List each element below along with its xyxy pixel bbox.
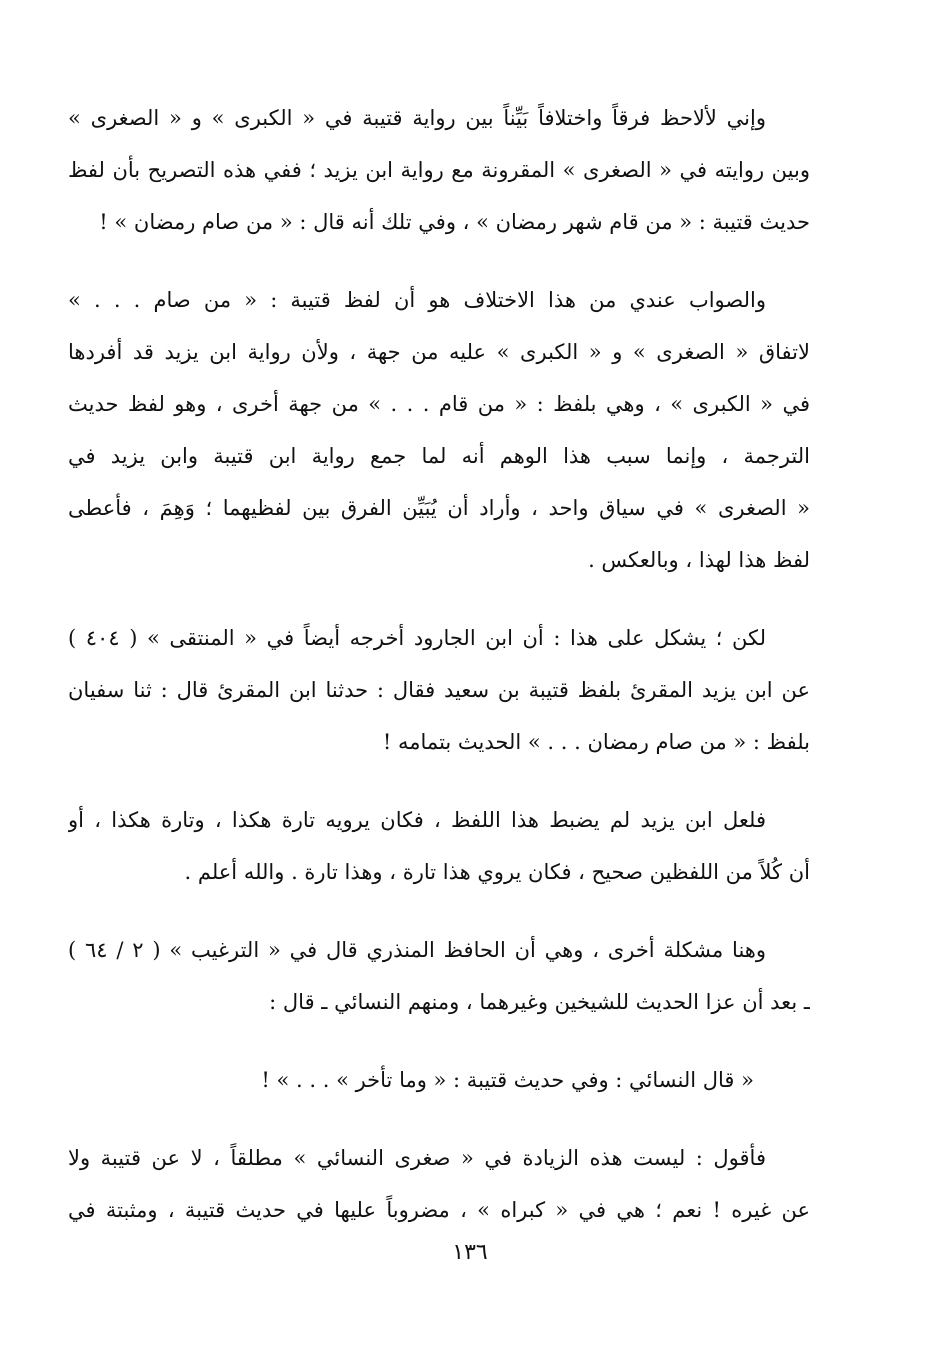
text-line: حديث قتيبة : « من قام شهر رمضان » ، وفي تلك أنه قال : « من صام رمضان » ! xyxy=(99,210,810,234)
paragraph xyxy=(68,924,810,1028)
text-line: لفظ هذا لهذا ، وبالعكس . xyxy=(588,548,810,572)
document-body xyxy=(68,92,810,1262)
text-line: فلعل ابن يزيد لم يضبط هذا اللفظ ، فكان يرويه تارة هكذا ، وتارة هكذا ، أو xyxy=(68,808,766,832)
text-line: بلفظ : « من صام رمضان . . . » الحديث بتمامه ! xyxy=(382,730,810,754)
text-line: ـ بعد أن عزا الحديث للشيخين وغيرهما ، ومنهم النسائي ـ قال : xyxy=(269,990,810,1014)
text-line: وهنا مشكلة أخرى ، وهي أن الحافظ المنذري قال في « الترغيب » ( ٢ / ٦٤ ) xyxy=(68,938,767,962)
text-line: في « الكبرى » ، وهي بلفظ : « من قام . . . » من جهة أخرى ، وهو لفظ حديث xyxy=(68,392,810,416)
text-line: عن ابن يزيد المقرئ بلفظ قتيبة بن سعيد فقال : حدثنا ابن المقرئ قال : ثنا سفيان xyxy=(68,678,810,702)
text-line: لاتفاق « الصغرى » و « الكبرى » عليه من جهة ، ولأن رواية ابن يزيد قد أفردها xyxy=(68,340,810,364)
paragraph xyxy=(68,274,810,586)
text-line: الترجمة ، وإنما سبب هذا الوهم أنه لما جمع رواية ابن قتيبة وابن يزيد في xyxy=(68,444,810,468)
text-line: أن كُلاً من اللفظين صحيح ، فكان يروي هذا تارة ، وهذا تارة . والله أعلم . xyxy=(184,860,810,884)
paragraph xyxy=(68,92,810,248)
text-line: فأقول : ليست هذه الزيادة في « صغرى النسائي » مطلقاً ، لا عن قتيبة ولا xyxy=(68,1146,766,1170)
text-line: والصواب عندي من هذا الاختلاف هو أن لفظ قتيبة : « من صام . . . » xyxy=(68,288,766,312)
text-line: لكن ؛ يشكل على هذا : أن ابن الجارود أخرجه أيضاً في « المنتقى » ( ٤٠٤ ) xyxy=(68,626,766,650)
block-quote xyxy=(68,1054,810,1106)
paragraph xyxy=(68,612,810,768)
paragraph xyxy=(68,1132,810,1236)
paragraph xyxy=(68,794,810,898)
text-line: وبين روايته في « الصغرى » المقرونة مع رواية ابن يزيد ؛ ففي هذه التصريح بأن لفظ xyxy=(68,158,810,182)
page-number: ١٣٦ xyxy=(452,1240,488,1265)
quote-line: « قال النسائي : وفي حديث قتيبة : « وما تأخر » . . . » ! xyxy=(261,1068,754,1092)
text-line: وإني لألاحظ فرقاً واختلافاً بَيِّناً بين رواية قتيبة في « الكبرى » و « الصغرى » xyxy=(68,106,766,130)
text-line: عن غيره ! نعم ؛ هي في « كبراه » ، مضروباً عليها في حديث قتيبة ، ومثبتة في xyxy=(68,1198,810,1222)
text-line: « الصغرى » في سياق واحد ، وأراد أن يُبَيِّن الفرق بين لفظيهما ؛ وَهِمَ ، فأعطى xyxy=(68,496,810,520)
